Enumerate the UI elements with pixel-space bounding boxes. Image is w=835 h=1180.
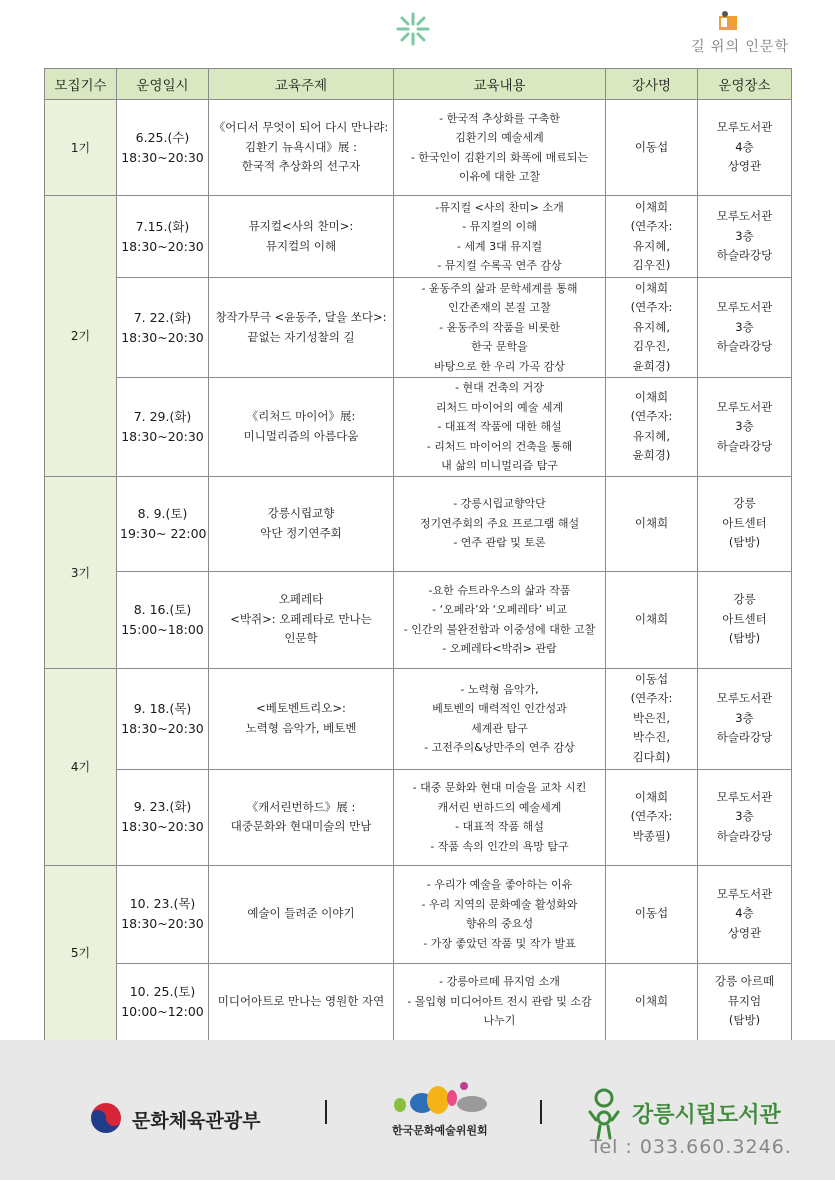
library-name: 강릉시립도서관	[632, 1103, 781, 1128]
footer	[0, 1040, 835, 1180]
cell-line: - 현대 건축의 거장	[455, 381, 544, 394]
cell-line: 한국적 추상화의 선구자	[241, 159, 361, 174]
cell-line: 하슬라강당	[716, 248, 773, 263]
instructor-cell	[606, 865, 698, 963]
cell-line: 모루도서관	[716, 209, 773, 224]
arts-council-name: 한국문화예술위원회	[392, 1124, 488, 1137]
venue-cell	[698, 769, 792, 865]
cell-line: - 고전주의&낭만주의 연주 감상	[424, 741, 575, 754]
cohort-cell: 5기	[45, 865, 117, 1040]
table-row	[45, 100, 792, 196]
instructor-cell	[606, 963, 698, 1040]
cell-line: <베토벤트리오>:	[256, 701, 346, 715]
cell-line: 상영관	[727, 925, 762, 940]
topic-cell	[209, 668, 394, 769]
cohort-cell: 1기	[45, 100, 117, 196]
venue-cell	[698, 476, 792, 571]
cohort-cell: 3기	[45, 476, 117, 668]
cell-line: 박수진,	[633, 730, 670, 745]
cell-line: 모루도서관	[716, 789, 773, 804]
cell-line: 6.25.(수)	[135, 129, 190, 145]
cell-line: 정기연주회의 주요 프로그램 해설	[419, 516, 580, 530]
schedule-table	[44, 68, 792, 1041]
cell-line: 대중문화와 현대미술의 만남	[230, 819, 372, 833]
content-cell	[394, 278, 606, 378]
date-cell	[117, 100, 209, 196]
col-header-cohort: 모집기수	[45, 69, 117, 100]
cell-line: 4층	[735, 906, 754, 921]
cell-line: 모루도서관	[716, 691, 773, 706]
instructor-cell	[606, 100, 698, 196]
instructor-cell	[606, 571, 698, 668]
col-header-instructor: 강사명	[606, 69, 698, 100]
cell-line: 이동섭	[634, 671, 669, 686]
arts-council-dots-icon	[388, 1080, 508, 1120]
content-cell	[394, 865, 606, 963]
date-cell	[117, 476, 209, 571]
instructor-cell	[606, 476, 698, 571]
topic-cell	[209, 100, 394, 196]
instructor-cell	[606, 196, 698, 278]
cell-line: 9. 18.(목)	[133, 700, 192, 716]
cell-line: (연주자:	[630, 691, 673, 706]
cell-line: 김환기 뉴욕시대》展 :	[245, 139, 357, 154]
topic-cell	[209, 571, 394, 668]
cell-line: 내 삶의 미니멀리즘 탐구	[441, 459, 558, 472]
cell-line: 하슬라강당	[716, 438, 773, 453]
cell-line: -뮤지컬 <사의 찬미> 소개	[435, 200, 564, 214]
cell-line: 이유에 대한 고찰	[458, 170, 541, 183]
cell-line: 리처드 마이어의 예술 세계	[435, 400, 564, 414]
cell-line: -요한 슈트라우스의 삶과 작품	[428, 583, 571, 597]
cell-line: 뮤지컬의 이해	[265, 238, 337, 253]
cell-line: - 한국적 추상화를 구축한	[439, 111, 560, 125]
cell-line: - 뮤지컬의 이해	[462, 220, 537, 233]
cell-line: 박은진,	[633, 710, 670, 725]
table-row	[45, 668, 792, 769]
cell-line: 모루도서관	[716, 886, 773, 901]
topic-cell	[209, 196, 394, 278]
cell-line: 강릉시립교향	[267, 506, 335, 520]
cell-line: 이채희	[634, 993, 669, 1008]
cell-line: (탐방)	[728, 1013, 761, 1028]
table-row	[45, 378, 792, 477]
content-cell	[394, 963, 606, 1040]
date-cell	[117, 963, 209, 1040]
cell-line: 모루도서관	[716, 120, 773, 135]
cell-line: 7. 22.(화)	[133, 309, 192, 325]
ministry-name: 문화체육관광부	[132, 1110, 261, 1132]
cell-line: 3층	[735, 419, 754, 433]
venue-cell	[698, 278, 792, 378]
cell-line: 악단 정기연주회	[260, 525, 342, 540]
cell-line: 강릉	[733, 592, 756, 607]
date-cell	[117, 769, 209, 865]
cell-line: 뮤지엄	[727, 993, 762, 1008]
date-cell	[117, 196, 209, 278]
brand-text: 길 위의 인문학	[690, 39, 789, 55]
cell-line: 이채희	[634, 389, 669, 404]
cell-line: 이채희	[634, 515, 669, 530]
taegeuk-icon	[88, 1100, 124, 1136]
cell-line: 향유의 중요성	[465, 917, 534, 930]
cell-line: (연주자:	[630, 809, 673, 824]
cell-line: - 오페레타<박쥐> 관람	[442, 642, 557, 655]
content-cell	[394, 196, 606, 278]
footer-divider	[540, 1100, 542, 1124]
cell-line: - 강릉시립교향악단	[453, 497, 546, 511]
program-brand	[679, 10, 789, 62]
cell-line: - 가장 좋았던 작품 및 작가 발표	[423, 936, 576, 950]
cell-line: 윤희경)	[632, 448, 671, 463]
cell-line: 강릉	[733, 496, 756, 511]
cell-line: 9. 23.(화)	[133, 799, 192, 814]
cell-line: 김우진,	[633, 339, 670, 354]
cell-line: 《어디서 무엇이 되어 다시 만나랴:	[213, 120, 389, 135]
cell-line: 김환기의 예술세계	[455, 131, 544, 144]
arts-council-logo	[388, 1080, 508, 1140]
topic-cell	[209, 865, 394, 963]
cell-line: - 한국인이 김환기의 화폭에 매료되는	[410, 150, 589, 164]
cell-line: 18:30~20:30	[121, 149, 204, 165]
cell-line: 10. 25.(토)	[129, 983, 196, 999]
cell-line: (탐방)	[728, 535, 761, 550]
cell-line: 3층	[735, 710, 754, 725]
cell-line: - 우리 지역의 문화예술 활성화와	[421, 897, 578, 911]
cell-line: 이채희	[634, 280, 669, 295]
content-cell	[394, 668, 606, 769]
cell-line: 나누기	[483, 1014, 516, 1028]
cell-line: 박종필)	[632, 828, 671, 843]
cell-line: 8. 16.(토)	[133, 601, 192, 617]
cell-line: 10. 23.(목)	[129, 896, 196, 911]
cell-line: 윤희경)	[632, 358, 671, 373]
cell-line: 3층	[735, 228, 754, 243]
cell-line: - 노력형 음악가,	[460, 682, 539, 696]
table-row	[45, 963, 792, 1040]
venue-cell	[698, 963, 792, 1040]
cell-line: 상영관	[727, 159, 762, 174]
cell-line: 모루도서관	[716, 399, 773, 414]
venue-cell	[698, 378, 792, 477]
cell-line: 캐서린 번하드의 예술세계	[437, 800, 562, 814]
cell-line: (연주자:	[630, 219, 673, 233]
cell-line: 18:30~20:30	[121, 720, 204, 736]
instructor-cell	[606, 278, 698, 378]
cell-line: 유지혜,	[633, 319, 670, 334]
venue-cell	[698, 865, 792, 963]
table-row	[45, 278, 792, 378]
col-header-datetime: 운영일시	[117, 69, 209, 100]
cell-line: - 뮤지컬 수록곡 연주 감상	[437, 259, 562, 272]
cell-line: 10:00~12:00	[121, 1003, 204, 1019]
table-row	[45, 476, 792, 571]
cell-line: 7.15.(화)	[135, 218, 190, 234]
content-cell	[394, 378, 606, 477]
asterisk-icon	[396, 12, 430, 46]
cell-line: - 강릉아르떼 뮤지엄 소개	[439, 975, 560, 989]
cell-line: - 연주 관람 및 토론	[453, 536, 546, 550]
telephone-number: Tel : 033.660.3246.	[590, 1136, 792, 1158]
cell-line: 18:30~20:30	[121, 238, 204, 254]
col-header-content: 교육내용	[394, 69, 606, 100]
content-cell	[394, 476, 606, 571]
table-row	[45, 571, 792, 668]
cell-line: 세계관 탐구	[471, 721, 528, 735]
content-cell	[394, 571, 606, 668]
cell-line: 3층	[735, 809, 754, 824]
date-cell	[117, 668, 209, 769]
cell-line: - 세계 3대 뮤지컬	[456, 239, 543, 253]
cell-line: - 윤동주의 삶과 문학세계를 통해	[421, 281, 578, 295]
cell-line: 강릉 아르떼	[714, 974, 775, 989]
venue-cell	[698, 196, 792, 278]
cell-line: 18:30~20:30	[121, 916, 204, 931]
cell-line: 베토벤의 매력적인 인간성과	[432, 702, 567, 715]
topic-cell	[209, 278, 394, 378]
cell-line: 18:30~20:30	[121, 428, 204, 444]
cell-line: 《리처드 마이어》展:	[246, 409, 356, 424]
col-header-venue: 운영장소	[698, 69, 792, 100]
cell-line: <박쥐>: 오페레타로 만나는	[230, 611, 372, 626]
cell-line: 모루도서관	[716, 300, 773, 315]
cell-line: 《캐서린번하드》展 :	[246, 799, 356, 814]
content-cell	[394, 100, 606, 196]
table-row	[45, 196, 792, 278]
cell-line: 이동섭	[634, 139, 669, 154]
topic-cell	[209, 963, 394, 1040]
cell-line: 18:30~20:30	[121, 819, 204, 834]
date-cell	[117, 278, 209, 378]
date-cell	[117, 865, 209, 963]
cell-line: - 몰입형 미디어아트 전시 관람 및 소감	[407, 994, 592, 1008]
cell-line: 노력형 음악가, 베토벤	[245, 720, 357, 735]
cell-line: - ‘오페라’와 ‘오페레타’ 비교	[432, 603, 567, 616]
footer-divider	[325, 1100, 327, 1124]
cell-line: 이채희	[634, 611, 669, 626]
cell-line: 한국 문학을	[471, 340, 528, 354]
date-cell	[117, 571, 209, 668]
cell-line: - 우리가 예술을 좋아하는 이유	[426, 878, 573, 891]
content-cell	[394, 769, 606, 865]
cell-line: 뮤지컬<사의 찬미>:	[248, 219, 354, 233]
cell-line: 끝없는 자기성찰의 길	[247, 329, 355, 344]
venue-cell	[698, 668, 792, 769]
venue-cell	[698, 100, 792, 196]
cell-line: 미디어아트로 만나는 영원한 자연	[217, 993, 385, 1008]
cell-line: - 대중 문화와 현대 미술을 교차 시킨	[412, 781, 587, 794]
instructor-cell	[606, 668, 698, 769]
cell-line: 하슬라강당	[716, 828, 773, 843]
table-row	[45, 769, 792, 865]
cell-line: 인간존재의 본질 고찰	[448, 301, 551, 315]
cell-line: 예술이 들려준 이야기	[247, 906, 355, 921]
cell-line: 3층	[735, 319, 754, 334]
instructor-cell	[606, 378, 698, 477]
cell-line: 18:30~20:30	[121, 329, 204, 345]
instructor-cell	[606, 769, 698, 865]
venue-cell	[698, 571, 792, 668]
cohort-cell: 2기	[45, 196, 117, 477]
cell-line: - 인간의 불완전함과 이중성에 대한 고찰	[403, 622, 596, 636]
cell-line: - 대표적 작품 해설	[455, 820, 544, 833]
table-row	[45, 865, 792, 963]
cell-line: 유지혜,	[633, 238, 670, 253]
cell-line: 19:30~ 22:00	[120, 525, 207, 541]
col-header-topic: 교육주제	[209, 69, 394, 100]
cell-line: 유지혜,	[633, 428, 670, 443]
topic-cell	[209, 476, 394, 571]
book-logo-icon	[715, 10, 739, 32]
cell-line: 오페레타	[278, 592, 324, 607]
cell-line: - 리처드 마이어의 건축을 통해	[426, 439, 573, 453]
cell-line: 8. 9.(토)	[137, 505, 188, 521]
cell-line: 김다희)	[632, 749, 671, 764]
cell-line: - 작품 속의 인간의 욕망 탐구	[430, 839, 569, 853]
cell-line: - 윤동주의 작품을 비롯한	[439, 320, 560, 334]
cell-line: 7. 29.(화)	[133, 408, 192, 424]
cell-line: 창작가무극 <윤동주, 달을 쏘다>:	[215, 310, 387, 324]
topic-cell	[209, 769, 394, 865]
date-cell	[117, 378, 209, 477]
cell-line: - 대표적 작품에 대한 해설	[437, 420, 562, 433]
cell-line: 이채희	[634, 199, 669, 214]
cell-line: 아트센터	[722, 611, 767, 626]
header-row	[45, 69, 792, 100]
cell-line: 아트센터	[722, 515, 767, 530]
cell-line: 하슬라강당	[716, 339, 773, 354]
cell-line: (연주자:	[630, 409, 673, 424]
cell-line: (연주자:	[630, 300, 673, 315]
cell-line: 4층	[735, 139, 754, 154]
cell-line: 바탕으로 한 우리 가곡 감상	[434, 359, 565, 373]
cell-line: 15:00~18:00	[121, 621, 204, 637]
cell-line: 인문학	[284, 631, 318, 646]
cell-line: 김우진)	[632, 258, 671, 272]
topic-cell	[209, 378, 394, 477]
cell-line: (탐방)	[728, 631, 761, 646]
cell-line: 이채희	[634, 789, 669, 804]
cell-line: 이동섭	[634, 906, 669, 921]
cell-line: 하슬라강당	[716, 730, 773, 745]
cell-line: 미니멀리즘의 아름다움	[243, 428, 359, 443]
cohort-cell: 4기	[45, 668, 117, 865]
